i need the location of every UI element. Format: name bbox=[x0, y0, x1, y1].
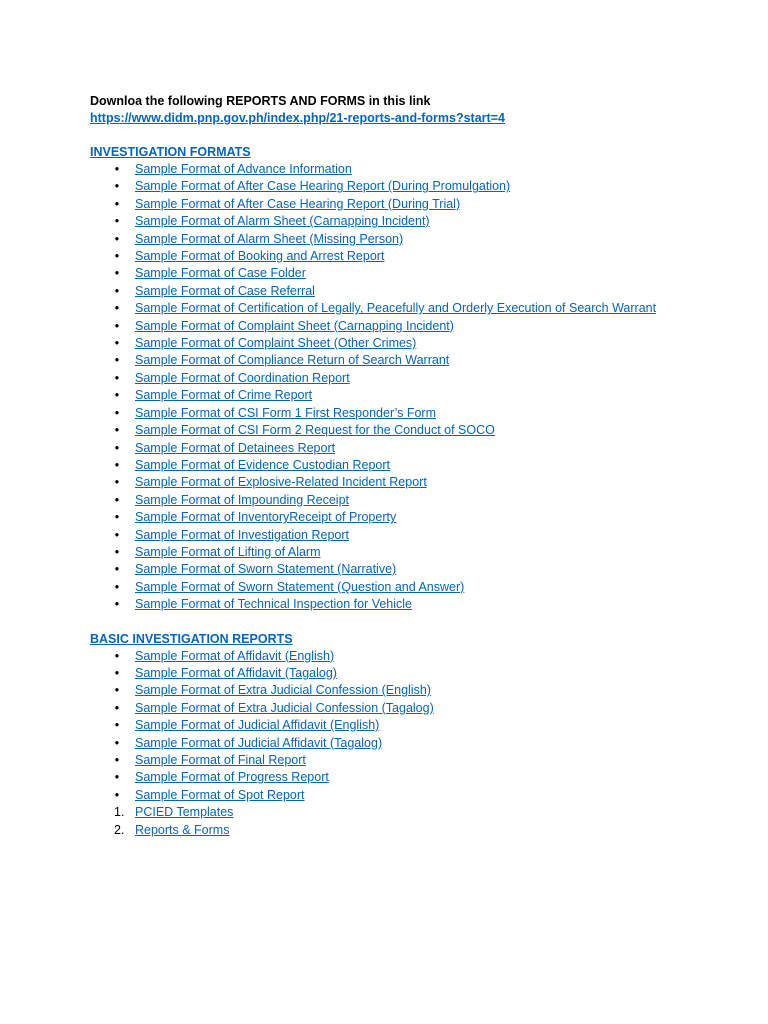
item-number: 2. bbox=[114, 822, 125, 837]
bullet-icon: • bbox=[114, 718, 120, 733]
basic-investigation-reports-list bbox=[90, 648, 750, 805]
numbered-item bbox=[90, 822, 750, 839]
sample-format-link[interactable]: Sample Format of Compliance Return of Search Warrant bbox=[135, 353, 450, 368]
sample-format-link[interactable]: Sample Format of After Case Hearing Report (During Promulgation) bbox=[135, 179, 511, 194]
bullet-icon: • bbox=[114, 527, 120, 542]
sample-format-link[interactable]: Sample Format of Progress Report bbox=[135, 770, 329, 785]
bullet-icon: • bbox=[114, 266, 120, 281]
bullet-icon: • bbox=[114, 353, 120, 368]
list-item bbox=[90, 300, 750, 317]
bullet-icon: • bbox=[114, 318, 120, 333]
list-item bbox=[90, 178, 750, 195]
bullet-icon: • bbox=[114, 735, 120, 750]
bullet-icon: • bbox=[114, 510, 120, 525]
bullet-icon: • bbox=[114, 457, 120, 472]
list-item bbox=[90, 509, 750, 526]
list-item bbox=[90, 700, 750, 717]
bullet-icon: • bbox=[114, 787, 120, 802]
bullet-icon: • bbox=[114, 770, 120, 785]
list-item bbox=[90, 265, 750, 282]
list-item bbox=[90, 387, 750, 404]
sample-format-link[interactable]: Sample Format of Lifting of Alarm bbox=[135, 544, 321, 559]
bullet-icon: • bbox=[114, 475, 120, 490]
list-item bbox=[90, 544, 750, 561]
sample-format-link[interactable]: Sample Format of Final Report bbox=[135, 753, 306, 767]
sample-format-link[interactable]: Sample Format of Spot Report bbox=[135, 787, 305, 802]
list-item bbox=[90, 457, 750, 474]
sample-format-link[interactable]: Sample Format of Certification of Legally, Peacefully and Orderly Execution of Search Warrant bbox=[135, 301, 657, 316]
sample-format-link[interactable]: Sample Format of Detainees Report bbox=[135, 440, 336, 455]
sample-format-link[interactable]: Sample Format of Technical Inspection for Vehicle bbox=[135, 597, 412, 612]
sample-format-link[interactable]: Sample Format of Sworn Statement (Narrative) bbox=[135, 562, 397, 577]
sample-format-link[interactable]: Sample Format of Advance Information bbox=[135, 162, 352, 176]
sample-format-link[interactable]: Sample Format of Alarm Sheet (Carnapping Incident) bbox=[135, 214, 430, 229]
sample-format-link[interactable]: Sample Format of InventoryReceipt of Property bbox=[135, 510, 397, 525]
sample-format-link[interactable]: Sample Format of Coordination Report bbox=[135, 370, 350, 385]
list-item bbox=[90, 370, 750, 387]
list-item bbox=[90, 492, 750, 509]
bullet-icon: • bbox=[114, 179, 120, 194]
sample-format-link[interactable]: Sample Format of Affidavit (English) bbox=[135, 648, 335, 663]
bullet-icon: • bbox=[114, 423, 120, 438]
sample-format-link[interactable]: Sample Format of Alarm Sheet (Missing Person) bbox=[135, 231, 404, 246]
bullet-icon: • bbox=[114, 162, 120, 176]
list-item bbox=[90, 352, 750, 369]
sample-format-link[interactable]: Sample Format of Case Folder bbox=[135, 266, 306, 281]
list-item bbox=[90, 231, 750, 248]
list-item bbox=[90, 474, 750, 491]
list-item bbox=[90, 283, 750, 300]
bullet-icon: • bbox=[114, 648, 120, 663]
bullet-icon: • bbox=[114, 700, 120, 715]
sample-format-link[interactable]: Sample Format of Affidavit (Tagalog) bbox=[135, 665, 337, 680]
list-item bbox=[90, 196, 750, 213]
list-item bbox=[90, 665, 750, 682]
sample-format-link[interactable]: Sample Format of Investigation Report bbox=[135, 527, 349, 542]
sample-format-link[interactable]: Sample Format of After Case Hearing Report (During Trial) bbox=[135, 196, 461, 211]
reports-forms-url-link[interactable]: https://www.didm.pnp.gov.ph/index.php/21-reports-and-forms?start=4 bbox=[90, 111, 505, 125]
bullet-icon: • bbox=[114, 597, 120, 612]
list-item bbox=[90, 579, 750, 596]
section-basic-investigation-reports bbox=[90, 631, 750, 839]
list-item bbox=[90, 527, 750, 544]
bullet-icon: • bbox=[114, 196, 120, 211]
numbered-link[interactable]: PCIED Templates bbox=[135, 805, 234, 820]
numbered-item bbox=[90, 804, 750, 821]
sample-format-link[interactable]: Sample Format of Extra Judicial Confession (English) bbox=[135, 683, 431, 698]
list-item bbox=[90, 787, 750, 804]
list-item bbox=[90, 161, 750, 178]
sample-format-link[interactable]: Sample Format of Explosive-Related Incident Report bbox=[135, 475, 427, 490]
sample-format-link[interactable]: Sample Format of Judicial Affidavit (English) bbox=[135, 718, 380, 733]
sample-format-link[interactable]: Sample Format of Complaint Sheet (Other Crimes) bbox=[135, 336, 417, 351]
bullet-icon: • bbox=[114, 214, 120, 229]
list-item bbox=[90, 596, 750, 613]
list-item bbox=[90, 752, 750, 769]
list-item bbox=[90, 682, 750, 699]
list-item bbox=[90, 248, 750, 265]
sample-format-link[interactable]: Sample Format of Judicial Affidavit (Tagalog) bbox=[135, 735, 383, 750]
bullet-icon: • bbox=[114, 283, 120, 298]
list-item bbox=[90, 422, 750, 439]
bullet-icon: • bbox=[114, 492, 120, 507]
list-item bbox=[90, 318, 750, 335]
document-body bbox=[90, 93, 750, 839]
intro-text: Downloa the following REPORTS AND FORMS in this link bbox=[90, 94, 431, 108]
sample-format-link[interactable]: Sample Format of Extra Judicial Confession (Tagalog) bbox=[135, 700, 434, 715]
bullet-icon: • bbox=[114, 544, 120, 559]
list-item bbox=[90, 405, 750, 422]
list-item bbox=[90, 440, 750, 457]
bullet-icon: • bbox=[114, 336, 120, 351]
list-item bbox=[90, 769, 750, 786]
section-title-link[interactable]: BASIC INVESTIGATION REPORTS bbox=[90, 631, 293, 646]
sample-format-link[interactable]: Sample Format of Sworn Statement (Question and Answer) bbox=[135, 579, 465, 594]
list-item bbox=[90, 648, 750, 665]
bullet-icon: • bbox=[114, 249, 120, 264]
section-investigation-formats bbox=[90, 144, 750, 614]
sample-format-link[interactable]: Sample Format of CSI Form 1 First Responder’s Form bbox=[135, 405, 437, 420]
section-title-link[interactable]: INVESTIGATION FORMATS bbox=[90, 145, 251, 159]
sample-format-link[interactable]: Sample Format of CSI Form 2 Request for the Conduct of SOCO bbox=[135, 423, 495, 438]
list-item bbox=[90, 735, 750, 752]
list-item bbox=[90, 717, 750, 734]
sample-format-link[interactable]: Sample Format of Complaint Sheet (Carnapping Incident) bbox=[135, 318, 454, 333]
item-number: 1. bbox=[114, 805, 125, 820]
bullet-icon: • bbox=[114, 231, 120, 246]
sample-format-link[interactable]: Sample Format of Impounding Receipt bbox=[135, 492, 349, 507]
bullet-icon: • bbox=[114, 388, 120, 403]
investigation-formats-list bbox=[90, 161, 750, 614]
bullet-icon: • bbox=[114, 753, 120, 767]
sample-format-link[interactable]: Sample Format of Crime Report bbox=[135, 388, 313, 403]
sample-format-link[interactable]: Sample Format of Case Referral bbox=[135, 283, 315, 298]
bullet-icon: • bbox=[114, 370, 120, 385]
list-item bbox=[90, 213, 750, 230]
numbered-links-list bbox=[90, 804, 750, 839]
sample-format-link[interactable]: Sample Format of Evidence Custodian Report bbox=[135, 457, 390, 472]
bullet-icon: • bbox=[114, 440, 120, 455]
bullet-icon: • bbox=[114, 562, 120, 577]
list-item bbox=[90, 561, 750, 578]
bullet-icon: • bbox=[114, 683, 120, 698]
list-item bbox=[90, 335, 750, 352]
bullet-icon: • bbox=[114, 405, 120, 420]
bullet-icon: • bbox=[114, 665, 120, 680]
bullet-icon: • bbox=[114, 301, 120, 316]
sample-format-link[interactable]: Sample Format of Booking and Arrest Report bbox=[135, 249, 385, 264]
bullet-icon: • bbox=[114, 579, 120, 594]
numbered-link[interactable]: Reports & Forms bbox=[135, 822, 230, 837]
